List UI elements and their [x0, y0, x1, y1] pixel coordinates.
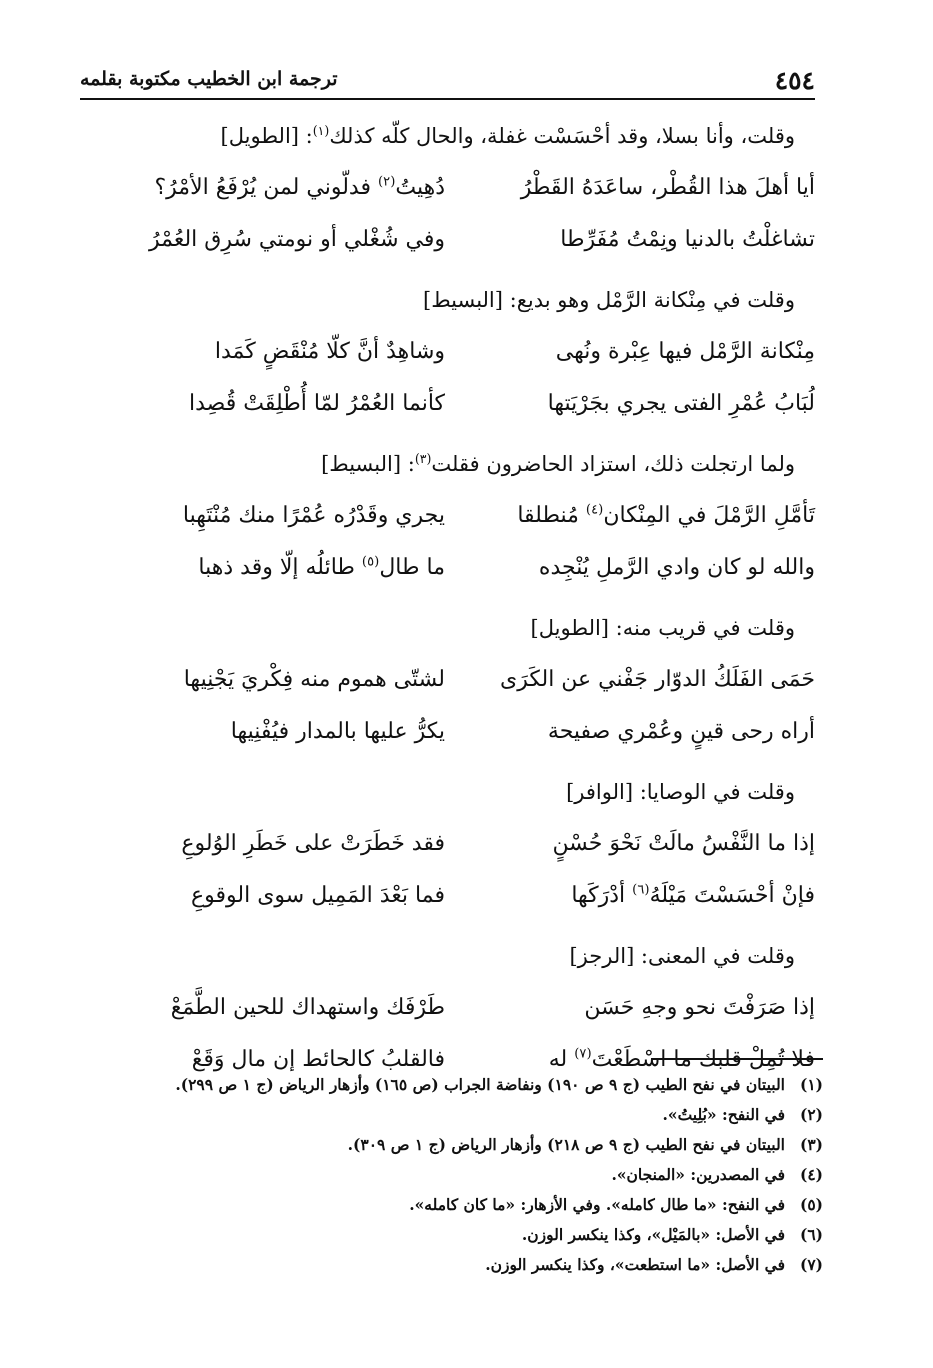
footnote-number: (١) — [799, 1075, 823, 1094]
footnote-divider — [651, 1058, 823, 1060]
footnote — [93, 1250, 823, 1280]
footnote-number: (٢) — [799, 1105, 823, 1124]
footnote-ref: (١) — [312, 123, 330, 138]
second-hemistich: طَرْفَك واستهداك للحين الطَّمَعْ — [170, 995, 445, 1020]
section-intro: وقلت في قريب منه: [الطويل] — [530, 616, 795, 640]
second-hemistich: يكرُّ عليها بالمدار فيُفْنِيها — [230, 719, 445, 744]
footnote-text: البيتان في نفح الطيب (ج ٩ ص ٢١٨) وأزهار الرياض (ج ١ ص ٣٠٩). — [347, 1135, 785, 1154]
second-hemistich: فالقلبُ كالحائط إن مال وَقَعْ — [191, 1047, 445, 1072]
second-hemistich: ما طال$^{(٥)}$ طائلُه إلّا وقد ذهبا — [198, 554, 445, 580]
running-title: ترجمة ابن الخطيب مكتوبة بقلمه — [80, 68, 338, 90]
footnotes — [93, 1070, 823, 1280]
verse-line — [115, 162, 815, 214]
footnote-ref: (٧) — [574, 1046, 592, 1062]
first-hemistich: أراه رحى قينٍ وعُمْري صفيحة — [547, 719, 815, 744]
footnote-number: (٦) — [799, 1225, 823, 1244]
verse-line — [115, 654, 815, 706]
verse-line — [115, 982, 815, 1034]
first-hemistich: أيا أهلَ هذا القُطْر، ساعَدَهُ القَطْرُ — [520, 175, 815, 200]
footnote-number: (٧) — [799, 1255, 823, 1274]
footnote-number: (٤) — [799, 1165, 823, 1184]
verse-line — [115, 818, 815, 870]
verse-line — [115, 214, 815, 266]
first-hemistich: إذا صَرَفْتَ نحو وجهِ حَسَن — [584, 995, 815, 1020]
verse-line — [115, 378, 815, 430]
footnote-text: في النفح: «ما طال كامله». وفي الأزهار: «ما كان كامله». — [409, 1195, 785, 1214]
footnote — [93, 1070, 823, 1100]
footnote-text: في المصدرين: «المنجان». — [611, 1165, 785, 1184]
footnote-text: في النفح: «بُلِيتُ». — [662, 1105, 785, 1124]
footnote — [93, 1190, 823, 1220]
footnote-ref: (٥) — [361, 554, 380, 570]
footnote-text: في الأصل: «ما استطعت»، وكذا ينكسر الوزن. — [485, 1255, 785, 1274]
second-hemistich: فما بَعْدَ المَمِيل سوى الوقوعِ — [191, 883, 445, 908]
first-hemistich: حَمَى الفَلَكُ الدوّار جَفْني عن الكَرَى — [499, 667, 815, 692]
footnote-number: (٣) — [799, 1135, 823, 1154]
section-intro: وقلت في الوصايا: [الوافر] — [566, 780, 795, 804]
section-intro: وقلت في مِنْكانة الرَّمْل وهو بديع: [البسيط] — [423, 288, 795, 312]
page-number: ٤٥٤ — [774, 66, 815, 95]
second-hemistich: كأنما العُمْرُ لمّا أُطْلِقَتْ قُصِدا — [189, 391, 445, 416]
first-hemistich: والله لو كان وادي الرَّملِ يُنْجِده — [538, 555, 815, 580]
first-hemistich: تَأمَّلِ الرَّمْلَ في المِنْكان$^{(٤)}$ مُنطلقا — [517, 502, 815, 528]
footnote-ref: (٢) — [377, 174, 396, 190]
second-hemistich: يجري وقَدْرُه عُمْرًا منك مُنْتَهِبا — [182, 503, 445, 528]
first-hemistich: مِنْكانة الرَّمْل فيها عِبْرة ونُهى — [555, 339, 815, 364]
second-hemistich: دُهِيتُ$^{(٢)}$ فدلّوني لمن يُرْفَعُ الأمْرُ؟ — [154, 174, 445, 200]
second-hemistich: فقد خَطَرَتْ على خَطَرِ الوُلوعِ — [181, 831, 445, 856]
footnote-number: (٥) — [799, 1195, 823, 1214]
verse-line — [115, 490, 815, 542]
footnote-text: البيتان في نفح الطيب (ج ٩ ص ١٩٠) ونفاضة الجراب (ص ١٦٥) وأزهار الرياض (ج ١ ص ٢٩٩). — [175, 1075, 785, 1094]
first-hemistich: فلا تُمِلْ قلبك ما اسْطَعْتَ$^{(٧)}$ له — [548, 1046, 815, 1072]
first-hemistich: فإنْ أحْسَسْتَ مَيْلَهُ$^{(٦)}$ أدْرَكَها — [571, 882, 815, 908]
footnote — [93, 1130, 823, 1160]
footnote — [93, 1160, 823, 1190]
section-intro: وقلت في المعنى: [الرجز] — [569, 944, 795, 968]
footnote-ref: (٦) — [632, 882, 650, 898]
section-intro: وقلت، وأنا بسلا، وقد أحْسَسْت غفلة، والحال كلّه كذلك$^{(١)}$: [الطويل] — [220, 123, 795, 148]
verse-line — [115, 542, 815, 594]
first-hemistich: تشاغلْتُ بالدنيا ونِمْتُ مُفَرِّطا — [560, 227, 815, 252]
second-hemistich: لشتّى هموم منه فِكْريَ يَجْنِيها — [183, 667, 445, 692]
footnote — [93, 1220, 823, 1250]
second-hemistich: وفي شُغْلي أو نومتي سُرِق العُمْرُ — [148, 227, 445, 252]
section-intro: ولما ارتجلت ذلك، استزاد الحاضرون فقلت$^{(٣)}$: [البسيط] — [321, 451, 795, 476]
verse-line — [115, 706, 815, 758]
footnote-ref: (٣) — [414, 451, 432, 466]
main-text — [115, 110, 815, 1086]
footnote-text: في الأصل: «بالمَيْل»، وكذا ينكسر الوزن. — [521, 1225, 785, 1244]
second-hemistich: وشاهِدٌ أنَّ كلّا مُنْقَضٍ كَمَدا — [214, 339, 445, 364]
first-hemistich: لُبَابُ عُمْرِ الفتى يجري بجَرْيَتها — [547, 391, 815, 416]
footnote — [93, 1100, 823, 1130]
verse-line — [115, 326, 815, 378]
verse-line — [115, 870, 815, 922]
footnote-ref: (٤) — [585, 502, 604, 518]
running-header — [80, 62, 815, 100]
first-hemistich: إذا ما النَّفْسُ مالَتْ نَحْوَ حُسْنٍ — [552, 831, 815, 856]
